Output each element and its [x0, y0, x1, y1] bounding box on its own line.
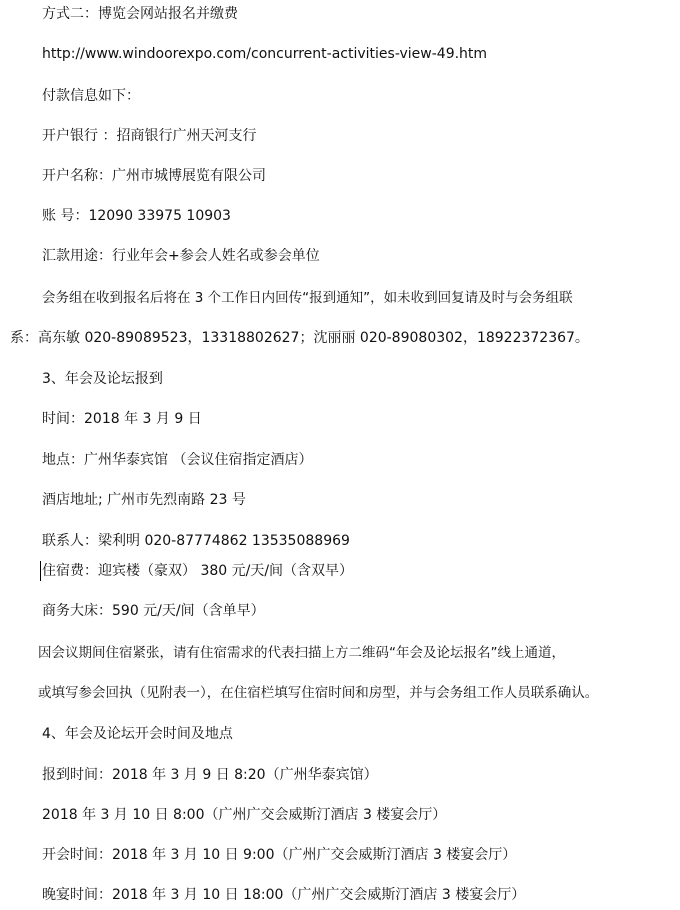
- account-number-line: 账 号：12090 33975 10903: [42, 208, 231, 224]
- checkin-time-line: 报到时间：2018 年 3 月 9 日 8:20（广州华泰宾馆）: [42, 767, 378, 783]
- text-cursor: [40, 561, 41, 581]
- payment-method-two-heading: 方式二：博览会网站报名并缴费: [42, 6, 238, 22]
- section-4-heading: 4、年会及论坛开会时间及地点: [42, 726, 233, 742]
- venue-line: 地点：广州华泰宾馆 （会议住宿指定酒店）: [42, 452, 313, 468]
- meeting-time-line: 开会时间：2018 年 3 月 10 日 9:00（广州广交会威斯汀酒店 3 楼宴会厅）: [42, 847, 517, 863]
- registration-url-link[interactable]: http://www.windoorexpo.com/concurrent-activities-view-49.htm: [42, 46, 488, 62]
- accommodation-notice-line-2: 或填写参会回执（见附表一），在住宿栏填写住宿时间和房型，并与会务组工作人员联系确认。: [38, 685, 599, 701]
- room-rate-king-line: 商务大床：590 元/天/间（含单早）: [42, 603, 265, 619]
- hotel-address-line: 酒店地址; 广州市先烈南路 23 号: [42, 492, 246, 508]
- bank-name-line: 开户银行 ：招商银行广州天河支行: [42, 128, 257, 144]
- checkin-date-line: 时间：2018 年 3 月 9 日: [42, 411, 202, 427]
- contact-person-line: 联系人：梁利明 020-87774862 13535088969: [42, 533, 350, 549]
- notice-paragraph-line-2: 系：高东敏 020-89089523，13318802627；沈丽丽 020-89080302，18922372367。: [10, 330, 589, 346]
- section-3-heading: 3、年会及论坛报到: [42, 371, 163, 387]
- notice-paragraph-line-1: 会务组在收到报名后将在 3 个工作日内回传“报到通知”，如未收到回复请及时与会务组联: [42, 290, 573, 306]
- banquet-time-line: 晚宴时间：2018 年 3 月 10 日 18:00（广州广交会威斯汀酒店 3 楼宴会厅）: [42, 887, 526, 903]
- accommodation-notice-line-1: 因会议期间住宿紧张，请有住宿需求的代表扫描上方二维码“年会及论坛报名”线上通道，: [38, 645, 565, 661]
- remittance-purpose-line: 汇款用途：行业年会+参会人姓名或参会单位: [42, 248, 320, 264]
- account-name-line: 开户名称：广州市城博展览有限公司: [42, 168, 266, 184]
- checkin-time-line-2: 2018 年 3 月 10 日 8:00（广州广交会威斯汀酒店 3 楼宴会厅）: [42, 807, 447, 823]
- payment-info-label: 付款信息如下：: [42, 88, 140, 104]
- room-rate-twin-line: 住宿费：迎宾楼（豪双） 380 元/天/间（含双早）: [42, 563, 354, 579]
